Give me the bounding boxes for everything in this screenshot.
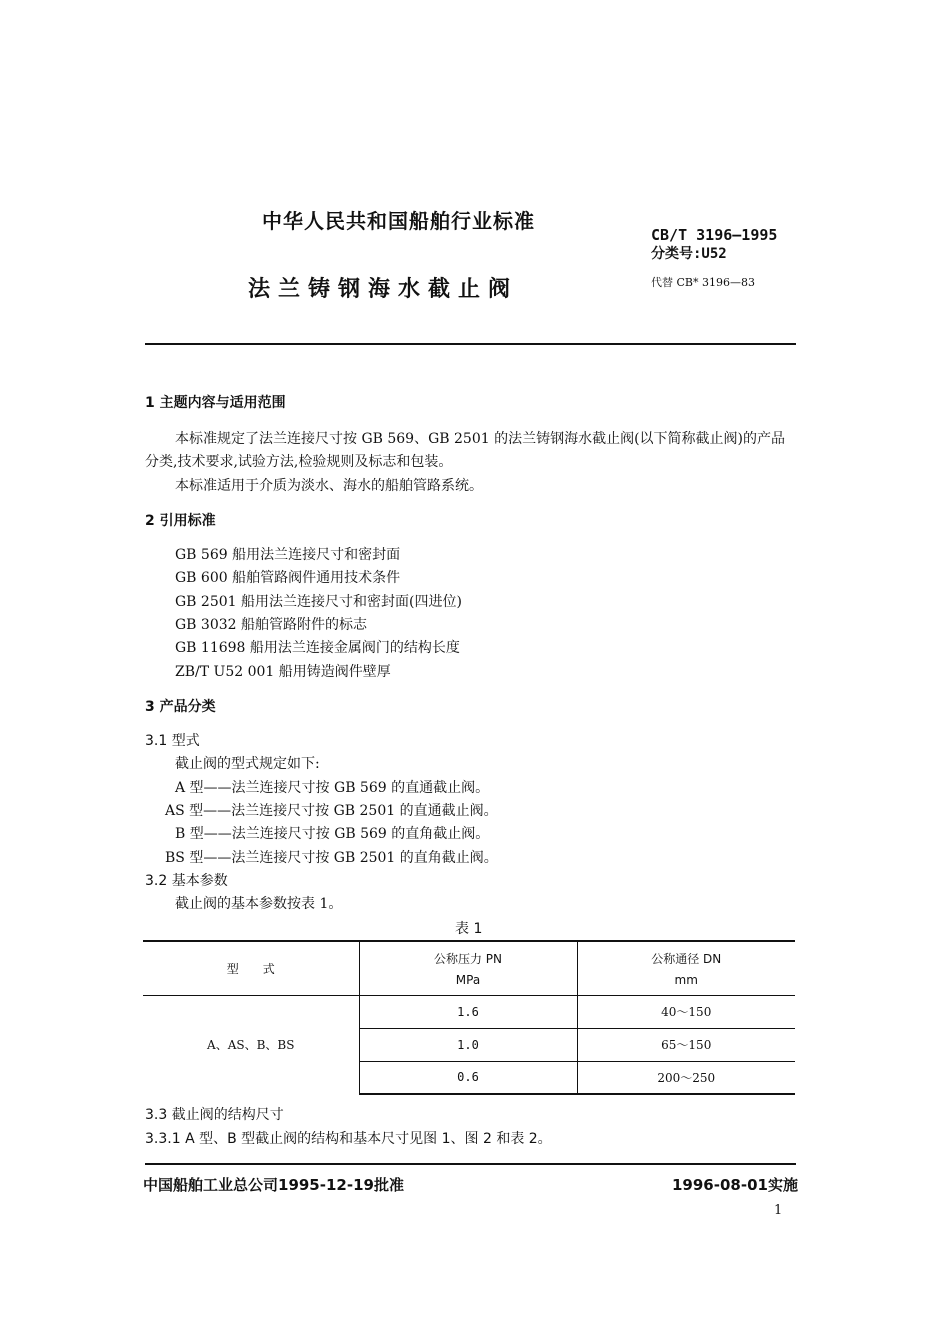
section-3-heading: 3 产品分类 xyxy=(145,699,216,715)
section-1-paragraph-1-line-1: 本标准规定了法兰连接尺寸按 GB 569、GB 2501 的法兰铸钢海水截止阀(以下简称截止阀)的产品 xyxy=(175,431,786,447)
type-definition: BS 型——法兰连接尺寸按 GB 2501 的直角截止阀。 xyxy=(165,850,498,866)
reference-item: ZB/T U52 001 船用铸造阀件壁厚 xyxy=(175,664,391,680)
table-cell-dn: 65～150 xyxy=(577,1028,795,1061)
reference-item: GB 11698 船用法兰连接金属阀门的结构长度 xyxy=(175,640,460,656)
section-3-2-heading: 3.2 基本参数 xyxy=(145,873,228,889)
header-nominal-pressure xyxy=(359,941,577,995)
effective-date: 1996-08-01实施 xyxy=(672,1176,798,1194)
approval-date: 中国船舶工业总公司1995-12-19批准 xyxy=(143,1176,404,1194)
reference-item: GB 2501 船用法兰连接尺寸和密封面(四进位) xyxy=(175,594,462,610)
reference-item: GB 569 船用法兰连接尺寸和密封面 xyxy=(175,547,401,563)
section-3-2-text: 截止阀的基本参数按表 1。 xyxy=(175,896,343,912)
standard-number: CB/T 3196—1995 xyxy=(651,226,778,244)
classification-number: 分类号:U52 xyxy=(651,246,727,262)
header-nominal-diameter xyxy=(577,941,795,995)
section-1-heading: 1 主题内容与适用范围 xyxy=(145,395,286,411)
header-divider xyxy=(145,343,796,345)
reference-item: GB 600 船舶管路阀件通用技术条件 xyxy=(175,570,401,586)
table-cell-pn: 0.6 xyxy=(359,1061,577,1094)
header-type: 型 式 xyxy=(143,941,359,995)
page-number: 1 xyxy=(774,1203,783,1218)
header-nominal-pressure-label: 公称压力 PN xyxy=(433,951,503,966)
section-3-1-intro: 截止阀的型式规定如下: xyxy=(175,756,320,772)
table-cell-pn: 1.0 xyxy=(359,1028,577,1061)
reference-item: GB 3032 船舶管路附件的标志 xyxy=(175,617,368,633)
section-3-1-heading: 3.1 型式 xyxy=(145,733,200,749)
footer-divider xyxy=(145,1163,796,1165)
table-cell-dn: 40～150 xyxy=(577,995,795,1028)
table-cell-dn: 200～250 xyxy=(577,1061,795,1094)
header-nominal-diameter-label: 公称通径 DN xyxy=(651,951,722,966)
header-nominal-pressure-unit: MPa xyxy=(455,972,481,987)
header-nominal-diameter-unit: mm xyxy=(674,972,698,987)
section-3-3-heading: 3.3 截止阀的结构尺寸 xyxy=(145,1107,284,1123)
table-caption: 表 1 xyxy=(455,921,483,937)
section-2-heading: 2 引用标准 xyxy=(145,513,216,529)
section-1-paragraph-1-line-2: 分类,技术要求,试验方法,检验规则及标志和包装。 xyxy=(145,454,453,470)
parameters-table xyxy=(143,940,795,1095)
type-definition: B 型——法兰连接尺寸按 GB 569 的直角截止阀。 xyxy=(175,826,490,842)
type-definition: A 型——法兰连接尺寸按 GB 569 的直通截止阀。 xyxy=(175,780,490,796)
section-3-3-1-text: 3.3.1 A 型、B 型截止阀的结构和基本尺寸见图 1、图 2 和表 2。 xyxy=(145,1131,552,1147)
document-title: 法兰铸钢海水截止阀 xyxy=(248,277,519,302)
type-definition: AS 型——法兰连接尺寸按 GB 2501 的直通截止阀。 xyxy=(165,803,498,819)
section-1-paragraph-2: 本标准适用于介质为淡水、海水的船舶管路系统。 xyxy=(175,478,483,494)
table-cell-pn: 1.6 xyxy=(359,995,577,1028)
replaces-standard: 代替 CB* 3196—83 xyxy=(651,276,755,289)
org-standard-heading: 中华人民共和国船舶行业标准 xyxy=(262,209,535,233)
type-cell: A、AS、B、BS xyxy=(207,1038,295,1053)
